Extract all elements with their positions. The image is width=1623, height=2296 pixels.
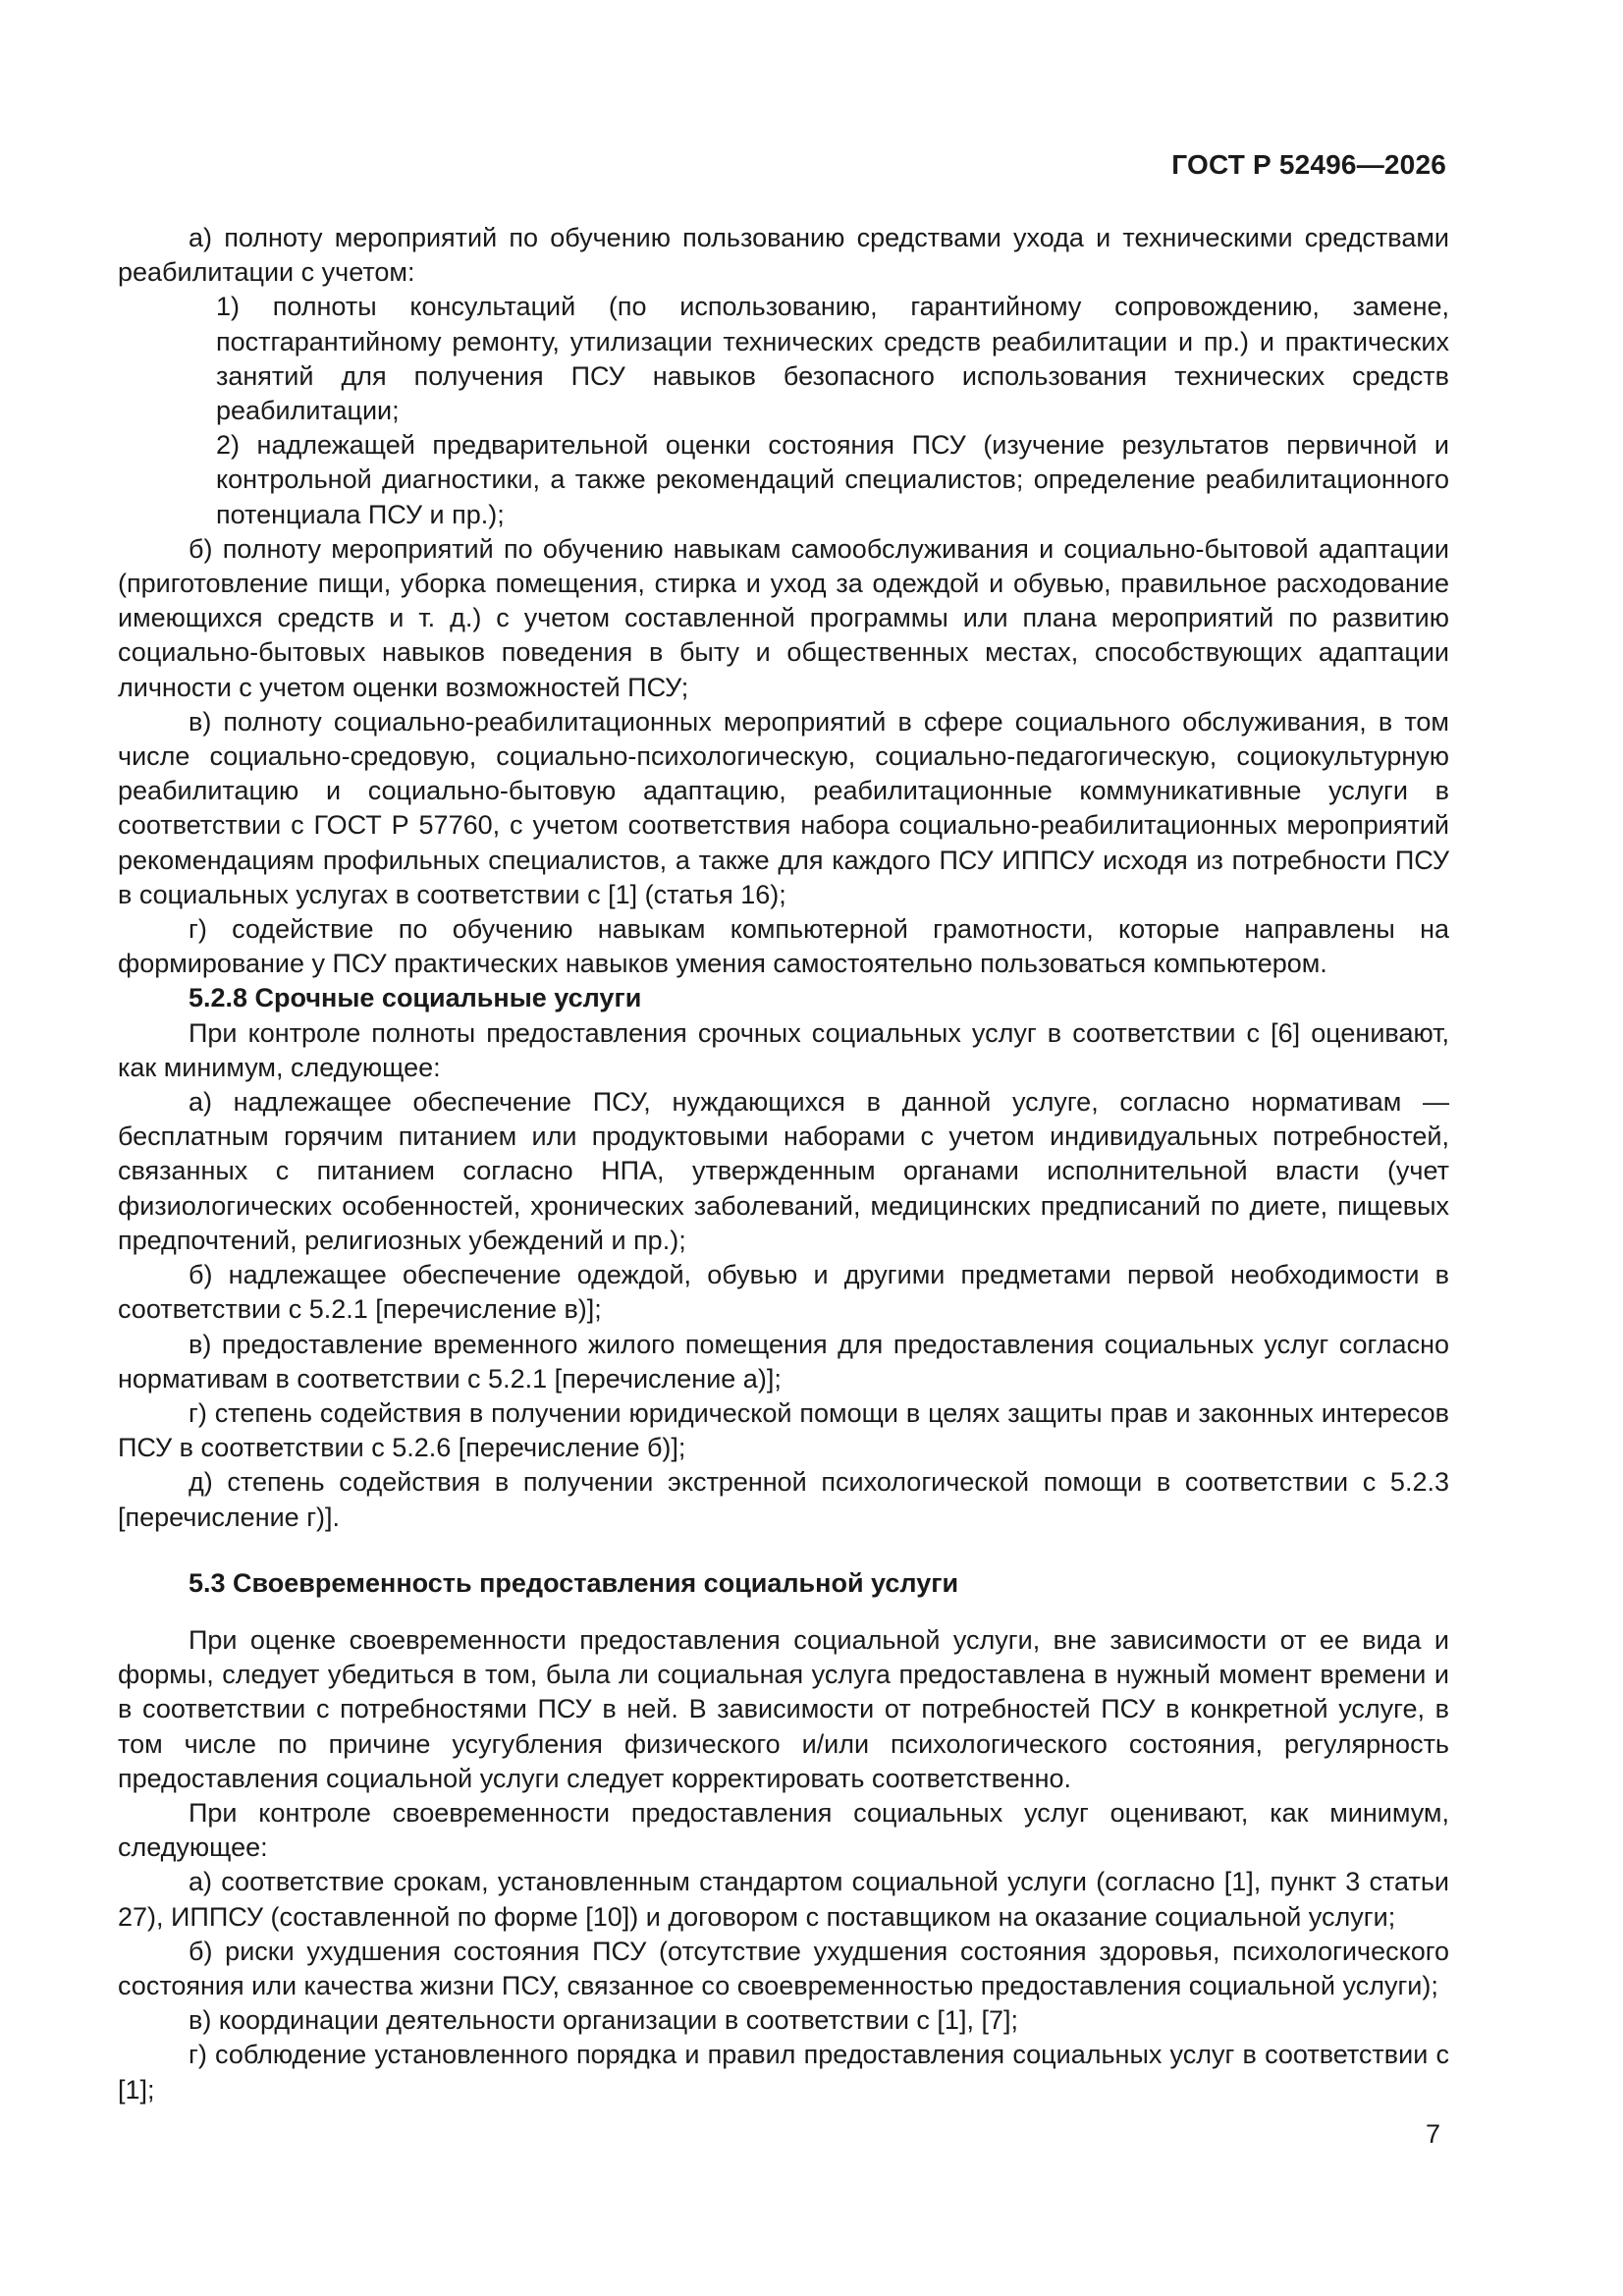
subitem-2-assessment: 2) надлежащей предварительной оценки состояния ПСУ (изучение результатов первичной и контрольной диагностики, а также рекомендаций специалистов; определение реабилитационного потенциала ПСУ и пр.); (216, 430, 1449, 529)
paragraph-g-procedures: г) соблюдение установленного порядка и правил предоставления социальных услуг в соответствии с [1]; (118, 2040, 1449, 2105)
document-id: ГОСТ Р 52496—2026 (1171, 149, 1446, 180)
paragraph-g-computer-literacy: г) содействие по обучению навыкам компьютерной грамотности, которые направлены на формирование у ПСУ практических навыков умения самостоятельно пользоваться компьютером. (118, 914, 1449, 979)
paragraph-d-psych-aid: д) степень содействия в получении экстренной психологической помощи в соответствии с 5.2.3 [перечисление г)]. (118, 1467, 1449, 1532)
paragraph-timeliness-intro: При оценке своевременности предоставления социальной услуги, вне зависимости от ее вида и формы, следует убедиться в том, была ли социальная услуга предоставлена в нужный момент времени и в соответствии с потребностями ПСУ в ней. В зависимости от потребностей ПСУ в конкретной услуге, в том числе по причине усугубления физического и/или психологического состояния, регулярность предоставления социальной услуги следует корректировать соответственно. (118, 1624, 1449, 1793)
paragraph-b-clothing: б) надлежащее обеспечение одеждой, обувью и другими предметами первой необходимости в соответствии с 5.2.1 [перечисление в)]; (118, 1260, 1449, 1325)
document-body (118, 221, 1449, 2107)
page-number: 7 (1425, 2119, 1440, 2149)
subitem-1-consultations: 1) полноты консультаций (по использованию, гарантийному сопровождению, замене, постгарантийному ремонту, утилизации технических средств реабилитации и пр.) и практических занятий для получения ПСУ навыков безопасного использования технических средств реабилитации; (216, 292, 1449, 426)
paragraph-a-deadlines: а) соответствие срокам, установленным стандартом социальной услуги (согласно [1], пункт 3 статьи 27), ИППСУ (составленной по форме [10]) и договором с поставщиком на оказание социальной услуги; (118, 1867, 1449, 1932)
paragraph-b-risks: б) риски ухудшения состояния ПСУ (отсутствие ухудшения состояния здоровья, психологического состояния или качества жизни ПСУ, связанное со своевременностью предоставления социальной услуги); (118, 1936, 1449, 2000)
paragraph-a-training-tools: а) полноту мероприятий по обучению пользованию средствами ухода и техническими средствами реабилитации с учетом: (118, 223, 1449, 288)
paragraph-g-legal-aid: г) степень содействия в получении юридической помощи в целях защиты прав и законных интересов ПСУ в соответствии с 5.2.6 [перечисление б)]; (118, 1397, 1449, 1463)
heading-5-3: 5.3 Своевременность предоставления социальной услуги (189, 1567, 959, 1598)
heading-5-2-8: 5.2.8 Срочные социальные услуги (189, 983, 642, 1013)
paragraph-timeliness-control: При контроле своевременности предоставления социальных услуг оценивают, как минимум, следующее: (118, 1797, 1449, 1863)
paragraph-b-self-care: б) полноту мероприятий по обучению навыкам самообслуживания и социально-бытовой адаптации (приготовление пищи, уборка помещения, стирка и уход за одеждой и обувью, правильное расходование имеющихся средств и т. д.) с учетом составленной программы или плана мероприятий по развитию социально-бытовых навыков поведения в быту и общественных местах, способствующих адаптации личности с учетом оценки возможностей ПСУ; (118, 533, 1449, 702)
paragraph-v-rehabilitation: в) полноту социально-реабилитационных мероприятий в сфере социального обслуживания, в том числе социально-средовую, социально-психологическую, социально-педагогическую, социокультурную реабилитацию и социально-бытовую адаптацию, реабилитационные коммуникативные услуги в соответствии с ГОСТ Р 57760, с учетом соответствия набора социально-реабилитационных мероприятий рекомендациям профильных специалистов, а также для каждого ПСУ ИППСУ исходя из потребности ПСУ в социальных услугах в соответствии с [1] (статья 16); (118, 706, 1449, 909)
paragraph-a-food: а) надлежащее обеспечение ПСУ, нуждающихся в данной услуге, согласно нормативам — бесплатным горячим питанием или продуктовыми наборами с учетом индивидуальных потребностей, связанных с питанием согласно НПА, утвержденным органами исполнительной власти (учет физиологических особенностей, хронических заболеваний, медицинских предписаний по диете, пищевых предпочтений, религиозных убеждений и пр.); (118, 1087, 1449, 1255)
paragraph-urgent-intro: При контроле полноты предоставления срочных социальных услуг в соответствии с [6] оценивают, как минимум, следующее: (118, 1017, 1449, 1082)
paragraph-v-coordination: в) координации деятельности организации в соответствии с [1], [7]; (189, 2005, 1018, 2036)
paragraph-v-housing: в) предоставление временного жилого помещения для предоставления социальных услуг согласно нормативам в соответствии с 5.2.1 [перечисление а)]; (118, 1329, 1449, 1394)
